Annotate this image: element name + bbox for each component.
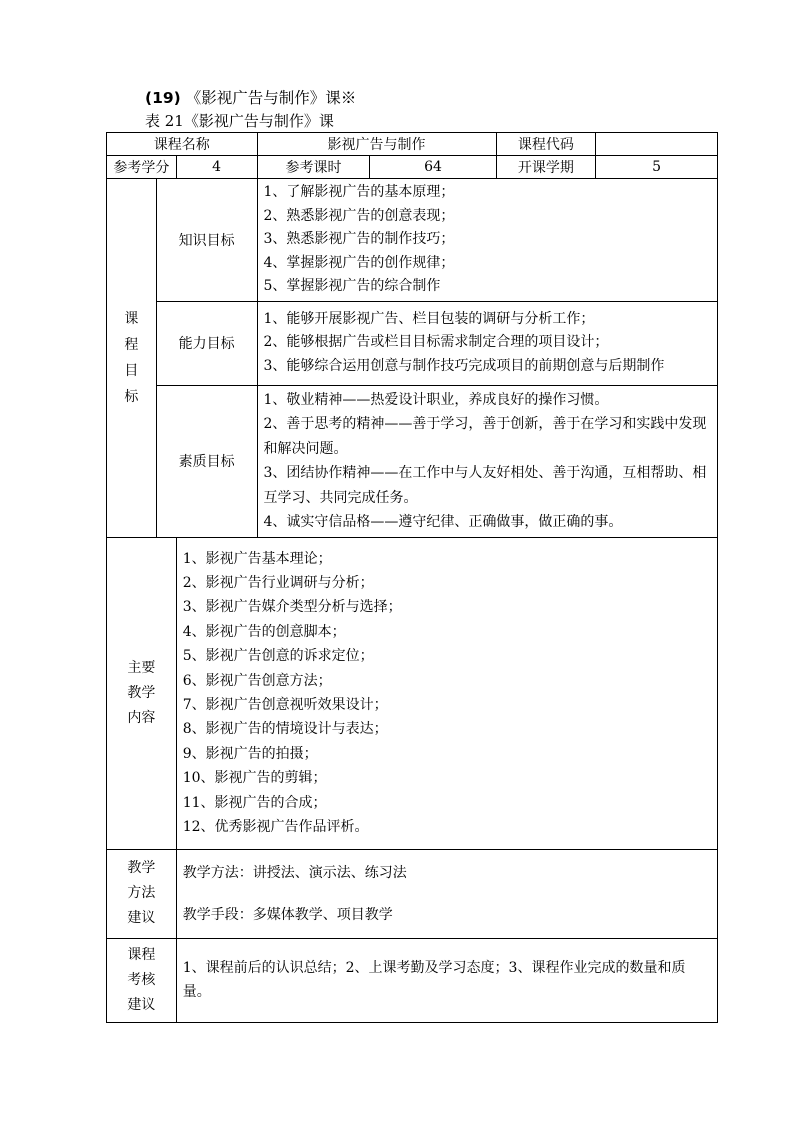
goals-label (107, 179, 157, 538)
assessment-label-line: 建议 (127, 996, 156, 1013)
assessment-text: 1、课程前后的认识总结；2、上课考勤及学习态度；3、课程作业完成的数量和质量。 (176, 938, 717, 1022)
list-item: 4、诚实守信品格——遵守纪律、正确做事，做正确的事。 (263, 514, 623, 530)
method-label-line: 建议 (127, 910, 156, 926)
table-row (107, 938, 718, 1022)
list-item: 1、能够开展影视广告、栏目包装的调研与分析工作； (263, 310, 595, 327)
list-item: 3、影视广告媒介类型分析与选择； (182, 599, 402, 616)
term-label-cell (496, 156, 596, 179)
list-item: 4、影视广告的创意脚本； (182, 623, 346, 640)
goals-label-char: 标 (124, 388, 139, 405)
course-code-label: 课程代码 (496, 133, 596, 156)
list-item: 3、能够综合运用创意与制作技巧完成项目的前期创意与后期制作 (263, 357, 665, 374)
section-title: 《影视广告与制作》课 (185, 89, 341, 107)
list-item: 2、能够根据广告或栏目目标需求制定合理的项目设计； (263, 334, 609, 351)
content-label (107, 537, 177, 849)
list-item: 2、善于思考的精神——善于学习，善于创新，善于在学习和实践中发现和解决问题。 (263, 416, 707, 457)
course-code-value (596, 133, 718, 156)
content-label-line: 教学 (127, 684, 156, 701)
list-item: 7、影视广告创意视听效果设计； (182, 697, 388, 713)
method-label-line: 方法 (127, 885, 156, 901)
method-line: 教学方法：讲授法、演示法、练习法 (182, 864, 407, 881)
table-row (107, 156, 718, 179)
content-label-line: 内容 (127, 709, 156, 726)
list-item: 5、掌握影视广告的综合制作 (263, 278, 441, 294)
goals-label-char: 课 (124, 310, 139, 327)
content-list (176, 537, 717, 849)
list-item: 4、掌握影视广告的创作规律； (263, 254, 455, 271)
table-row (107, 537, 718, 849)
section-number: (19) (145, 89, 181, 107)
table-row (107, 849, 718, 938)
reference-mark: ※ (340, 89, 357, 107)
assessment-label (107, 938, 177, 1022)
table-caption: 表 21《影视广告与制作》课 (145, 112, 334, 130)
table-row (107, 301, 718, 385)
table-row (107, 133, 718, 156)
credit-label: 参考学分 (107, 156, 177, 179)
quality-goals-label: 素质目标 (156, 385, 257, 537)
quality-goals-list (257, 385, 717, 537)
assessment-label-line: 课程 (127, 946, 156, 963)
list-item: 3、熟悉影视广告的制作技巧； (263, 231, 455, 247)
list-item: 12、优秀影视广告作品评析。 (182, 819, 369, 836)
list-item: 2、熟悉影视广告的创意表现； (263, 207, 455, 224)
list-item: 2、影视广告行业调研与分析； (182, 574, 374, 591)
content-label-line: 主要 (127, 659, 156, 676)
course-table (106, 132, 718, 1023)
course-name-value: 影视广告与制作 (257, 133, 496, 156)
section-heading (145, 88, 356, 108)
method-line: 教学手段：多媒体教学、项目教学 (182, 906, 393, 923)
goals-label-char: 目 (124, 362, 139, 379)
course-name-label: 课程名称 (107, 133, 258, 156)
ability-goals-label: 能力目标 (156, 301, 257, 385)
list-item: 9、影视广告的拍摄； (182, 745, 318, 762)
table-row (107, 179, 718, 302)
ability-goals-list (257, 301, 717, 385)
list-item: 8、影视广告的情境设计与表达； (182, 721, 388, 738)
list-item: 10、影视广告的剪辑； (182, 770, 327, 787)
term-number: 5 (652, 159, 662, 175)
hours-label: 参考课时 (257, 156, 370, 179)
list-item: 6、影视广告创意方法； (182, 672, 332, 689)
term-label: 开课学期 (517, 160, 574, 176)
list-item: 1、影视广告基本理论； (182, 550, 332, 567)
method-label (107, 849, 177, 938)
list-item: 5、影视广告创意的诉求定位； (182, 648, 374, 665)
list-item: 11、影视广告的合成； (182, 794, 327, 811)
table-row (107, 385, 718, 537)
method-label-line: 教学 (127, 860, 156, 876)
list-item: 1、了解影视广告的基本原理； (263, 184, 455, 200)
credit-value: 4 (176, 156, 257, 179)
goals-label-char: 程 (124, 336, 139, 353)
method-text (176, 849, 717, 938)
knowledge-goals-list (257, 179, 717, 302)
assessment-label-line: 考核 (127, 971, 156, 988)
knowledge-goals-label: 知识目标 (156, 179, 257, 302)
hours-value: 64 (370, 156, 496, 179)
list-item: 1、敬业精神——热爱设计职业，养成良好的操作习惯。 (263, 391, 609, 408)
term-value (596, 156, 718, 179)
list-item: 3、团结协作精神——在工作中与人友好相处、善于沟通，互相帮助、相互学习、共同完成任务。 (263, 465, 707, 506)
